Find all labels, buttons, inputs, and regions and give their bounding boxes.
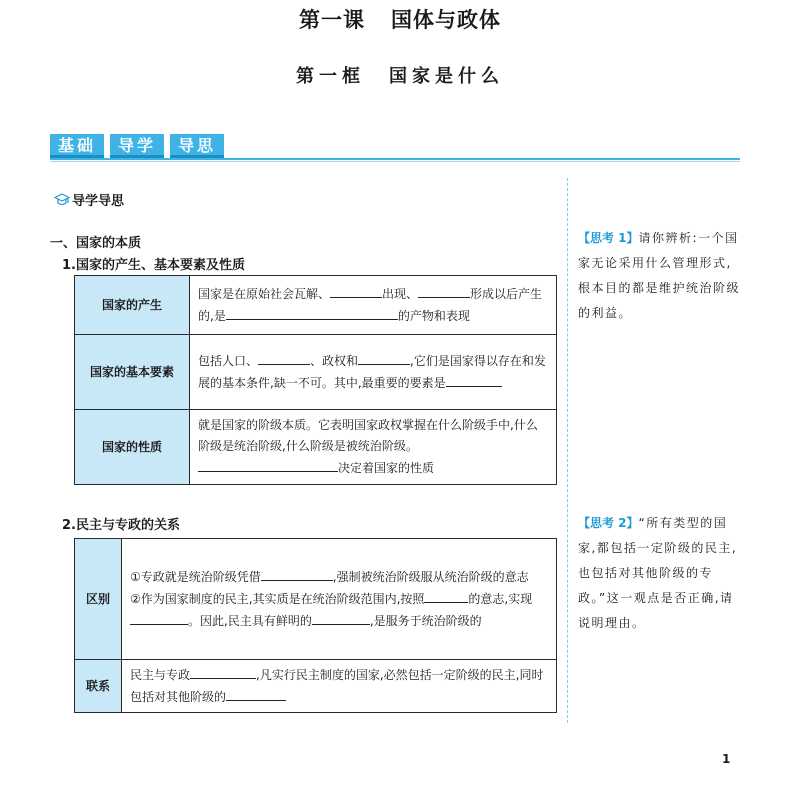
banner-chip: 导思	[170, 134, 224, 158]
frame-label: 第一框	[296, 66, 365, 87]
think-text: “所有类型的国家,都包括一定阶级的民主,也包括对其他阶级的专政。”这一观点是否正确,请说明理由。	[578, 516, 738, 630]
banner-rule	[50, 158, 740, 160]
row-body: 国家是在原始社会瓦解、 出现、 形成以后产生的,是 的产物和表现	[190, 276, 557, 335]
row-body: 民主与专政 ,凡实行民主制度的国家,必然包括一定阶级的民主,同时包括对其他阶级的	[122, 660, 557, 713]
lesson-title	[0, 4, 800, 34]
frame-title	[0, 62, 800, 88]
row-label: 国家的性质	[75, 410, 190, 485]
banner-chip: 基础	[50, 134, 104, 158]
column-divider	[567, 178, 568, 723]
row-label: 区别	[75, 539, 122, 660]
fill-blank[interactable]	[424, 588, 468, 603]
think-note-2	[578, 511, 742, 636]
frame-name: 国家是什么	[389, 66, 504, 87]
fill-blank[interactable]	[258, 350, 310, 365]
table-row	[75, 410, 557, 485]
fill-blank[interactable]	[418, 283, 470, 298]
row-body: 就是国家的阶级本质。它表明国家政权掌握在什么阶级手中,什么阶级是统治阶级,什么阶级是被统治阶级。决定着国家的性质	[190, 410, 557, 485]
heading-nature-of-state: 一、国家的本质	[50, 236, 142, 251]
row-label: 国家的基本要素	[75, 335, 190, 410]
fill-blank[interactable]	[330, 283, 382, 298]
page-number: 1	[722, 752, 731, 766]
state-basics-table	[74, 275, 557, 485]
banner-rule-thin	[50, 161, 740, 162]
table-row	[75, 539, 557, 660]
think-tag: 【思考 2】	[578, 516, 639, 530]
fill-blank[interactable]	[261, 566, 333, 581]
section-banner	[50, 134, 224, 158]
democracy-dictatorship-table	[74, 538, 557, 713]
fill-blank[interactable]	[198, 457, 338, 472]
table-row	[75, 335, 557, 410]
fill-blank[interactable]	[446, 372, 502, 387]
row-label: 国家的产生	[75, 276, 190, 335]
think-text: 请你辨析:一个国家无论采用什么管理形式,根本目的都是维护统治阶级的利益。	[578, 231, 741, 320]
row-body: ①专政就是统治阶级凭借 ,强制被统治阶级服从统治阶级的意志 ②作为国家制度的民主,其实质是在统治阶级范围内,按照 的意志,实现。因此,民主具有鲜明的 ,是服务于统治阶级的	[122, 539, 557, 660]
fill-blank[interactable]	[226, 686, 286, 701]
fill-blank[interactable]	[190, 664, 256, 679]
fill-blank[interactable]	[226, 305, 398, 320]
row-body: 包括人口、 、政权和 ,它们是国家得以存在和发展的基本条件,缺一不可。其中,最重要的要素是	[190, 335, 557, 410]
table-row	[75, 276, 557, 335]
lesson-label: 第一课	[299, 8, 365, 32]
banner-chip: 导学	[110, 134, 164, 158]
heading-state-basics: 1.国家的产生、基本要素及性质	[62, 258, 245, 273]
graduation-cap-icon	[54, 193, 70, 207]
think-note-1	[578, 226, 742, 326]
fill-blank[interactable]	[130, 610, 188, 625]
lesson-name: 国体与政体	[391, 8, 501, 32]
section-heading-text: 导学导思	[72, 194, 125, 209]
row-label: 联系	[75, 660, 122, 713]
fill-blank[interactable]	[312, 610, 370, 625]
fill-blank[interactable]	[358, 350, 410, 365]
heading-democracy-dictatorship: 2.民主与专政的关系	[62, 518, 180, 533]
table-row	[75, 660, 557, 713]
section-heading	[54, 190, 124, 209]
think-tag: 【思考 1】	[578, 231, 639, 245]
